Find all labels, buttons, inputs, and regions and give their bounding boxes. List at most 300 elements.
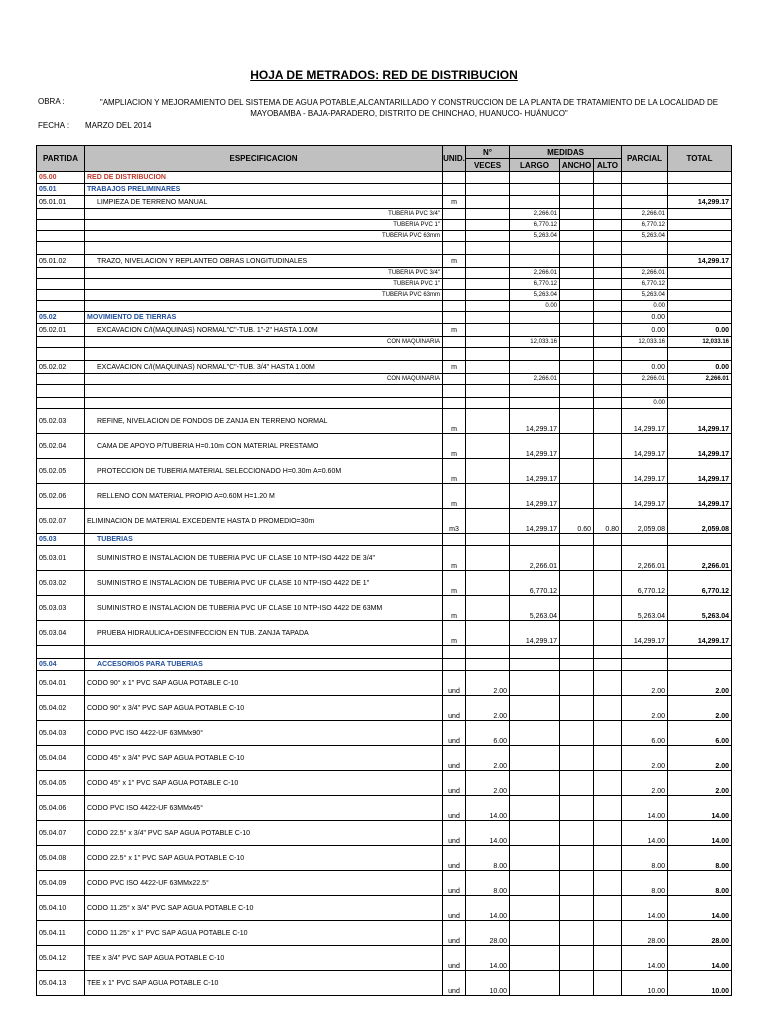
table-row xyxy=(37,946,732,971)
cell-desc: TEE x 3/4" PVC SAP AGUA POTABLE C-10 xyxy=(85,946,443,971)
cell-desc: CAMA DE APOYO P/TUBERIA H=0.10m CON MATERIAL PRESTAMO xyxy=(85,434,443,459)
cell-parcial: 2.00 xyxy=(622,696,668,721)
cell-largo: 14,299.17 xyxy=(510,621,560,646)
cell-desc: PRUEBA HIDRAULICA+DESINFECCION EN TUB. ZANJA TAPADA xyxy=(85,621,443,646)
table-row xyxy=(37,621,732,646)
table-body xyxy=(37,172,732,996)
cell-code xyxy=(37,231,85,242)
cell-code: 05.04.11 xyxy=(37,921,85,946)
header-medidas: MEDIDAS xyxy=(510,146,622,159)
cell-unid: m xyxy=(443,484,466,509)
cell-alto: 0.80 xyxy=(594,509,622,534)
cell-code: 05.04.04 xyxy=(37,746,85,771)
cell-largo: 2,266.01 xyxy=(510,209,560,220)
cell-veces xyxy=(466,534,510,546)
header-alto: ALTO xyxy=(594,159,622,172)
cell-desc xyxy=(85,348,443,361)
cell-parcial: 12,033.16 xyxy=(622,337,668,348)
cell-ancho xyxy=(560,409,594,434)
cell-total: 2.00 xyxy=(668,771,732,796)
cell-parcial: 14.00 xyxy=(622,896,668,921)
cell-unid xyxy=(443,172,466,184)
cell-code: 05.03 xyxy=(37,534,85,546)
cell-desc: TUBERIAS xyxy=(85,534,443,546)
cell-ancho xyxy=(560,324,594,337)
cell-desc: TUBERIA PVC 63mm xyxy=(85,231,443,242)
cell-total xyxy=(668,534,732,546)
cell-largo xyxy=(510,312,560,324)
cell-unid: m xyxy=(443,361,466,374)
cell-desc: CODO 11.25° x 1" PVC SAP AGUA POTABLE C-10 xyxy=(85,921,443,946)
cell-total: 28.00 xyxy=(668,921,732,946)
cell-parcial: 10.00 xyxy=(622,971,668,996)
cell-desc: CODO 90° x 1" PVC SAP AGUA POTABLE C-10 xyxy=(85,671,443,696)
table-row xyxy=(37,846,732,871)
cell-code: 05.02.02 xyxy=(37,361,85,374)
cell-unid: und xyxy=(443,921,466,946)
cell-total: 8.00 xyxy=(668,846,732,871)
cell-largo: 6,770.12 xyxy=(510,220,560,231)
cell-unid xyxy=(443,374,466,385)
cell-unid xyxy=(443,220,466,231)
header-veces: VECES xyxy=(466,159,510,172)
cell-ancho xyxy=(560,721,594,746)
cell-largo xyxy=(510,971,560,996)
cell-desc: TUBERIA PVC 63mm xyxy=(85,290,443,301)
cell-desc: CODO 45° x 3/4" PVC SAP AGUA POTABLE C-10 xyxy=(85,746,443,771)
cell-desc: SUMINISTRO E INSTALACION DE TUBERIA PVC UF CLASE 10 NTP-ISO 4422 DE 3/4" xyxy=(85,546,443,571)
cell-unid xyxy=(443,348,466,361)
cell-ancho xyxy=(560,596,594,621)
cell-largo xyxy=(510,696,560,721)
cell-unid xyxy=(443,534,466,546)
cell-veces xyxy=(466,546,510,571)
cell-unid xyxy=(443,242,466,255)
cell-alto xyxy=(594,374,622,385)
cell-veces xyxy=(466,290,510,301)
cell-largo xyxy=(510,721,560,746)
cell-total: 14.00 xyxy=(668,946,732,971)
cell-largo xyxy=(510,896,560,921)
cell-total: 14,299.17 xyxy=(668,409,732,434)
cell-unid xyxy=(443,385,466,398)
table-row xyxy=(37,196,732,209)
table-row xyxy=(37,971,732,996)
cell-unid xyxy=(443,268,466,279)
cell-unid: m xyxy=(443,324,466,337)
cell-total: 14,299.17 xyxy=(668,255,732,268)
metrados-table xyxy=(36,145,732,996)
cell-parcial: 5,263.04 xyxy=(622,231,668,242)
cell-ancho xyxy=(560,659,594,671)
table-row xyxy=(37,671,732,696)
cell-veces xyxy=(466,268,510,279)
cell-code: 05.04.03 xyxy=(37,721,85,746)
cell-desc: TUBERIA PVC 3/4" xyxy=(85,209,443,220)
cell-veces: 2.00 xyxy=(466,696,510,721)
cell-desc: CODO 45° x 1" PVC SAP AGUA POTABLE C-10 xyxy=(85,771,443,796)
cell-ancho xyxy=(560,571,594,596)
table-row xyxy=(37,546,732,571)
cell-ancho xyxy=(560,361,594,374)
cell-ancho xyxy=(560,220,594,231)
cell-largo: 14,299.17 xyxy=(510,509,560,534)
cell-ancho xyxy=(560,290,594,301)
cell-code: 05.04.07 xyxy=(37,821,85,846)
cell-alto xyxy=(594,534,622,546)
cell-unid: und xyxy=(443,946,466,971)
cell-code xyxy=(37,290,85,301)
cell-parcial: 0.00 xyxy=(622,398,668,409)
cell-desc: CODO PVC ISO 4422-UF 63MMx90° xyxy=(85,721,443,746)
cell-total xyxy=(668,231,732,242)
cell-desc: TUBERIA PVC 1" xyxy=(85,220,443,231)
cell-alto xyxy=(594,896,622,921)
cell-total xyxy=(668,172,732,184)
fecha-label: FECHA : xyxy=(38,121,70,130)
cell-largo xyxy=(510,659,560,671)
table-row xyxy=(37,659,732,671)
table-row xyxy=(37,242,732,255)
cell-unid xyxy=(443,290,466,301)
cell-parcial xyxy=(622,385,668,398)
cell-code: 05.02.04 xyxy=(37,434,85,459)
cell-unid xyxy=(443,312,466,324)
cell-code: 05.00 xyxy=(37,172,85,184)
cell-veces: 2.00 xyxy=(466,671,510,696)
table-row xyxy=(37,220,732,231)
cell-total: 14.00 xyxy=(668,796,732,821)
cell-unid: und xyxy=(443,821,466,846)
cell-desc: PROTECCION DE TUBERIA MATERIAL SELECCIONADO H=0.30m A=0.60M xyxy=(85,459,443,484)
cell-code: 05.04 xyxy=(37,659,85,671)
cell-alto xyxy=(594,646,622,659)
table-row xyxy=(37,721,732,746)
cell-parcial: 0.00 xyxy=(622,324,668,337)
cell-code xyxy=(37,268,85,279)
cell-ancho xyxy=(560,172,594,184)
cell-alto xyxy=(594,409,622,434)
cell-desc: SUMINISTRO E INSTALACION DE TUBERIA PVC UF CLASE 10 NTP-ISO 4422 DE 63MM xyxy=(85,596,443,621)
cell-alto xyxy=(594,434,622,459)
cell-alto xyxy=(594,796,622,821)
cell-largo: 5,263.04 xyxy=(510,596,560,621)
cell-veces: 8.00 xyxy=(466,846,510,871)
cell-largo xyxy=(510,846,560,871)
cell-veces xyxy=(466,409,510,434)
cell-total: 8.00 xyxy=(668,871,732,896)
cell-code xyxy=(37,398,85,409)
cell-largo xyxy=(510,242,560,255)
header-partida: PARTIDA xyxy=(37,146,85,172)
cell-code: 05.04.13 xyxy=(37,971,85,996)
cell-largo: 2,266.01 xyxy=(510,268,560,279)
cell-alto xyxy=(594,921,622,946)
cell-total xyxy=(668,279,732,290)
cell-total xyxy=(668,301,732,312)
table-row xyxy=(37,255,732,268)
cell-alto xyxy=(594,398,622,409)
cell-unid: m xyxy=(443,621,466,646)
cell-largo: 2,266.01 xyxy=(510,374,560,385)
cell-ancho xyxy=(560,312,594,324)
cell-total: 2.00 xyxy=(668,671,732,696)
cell-alto xyxy=(594,268,622,279)
cell-largo: 5,263.04 xyxy=(510,290,560,301)
cell-veces xyxy=(466,374,510,385)
cell-code: 05.04.09 xyxy=(37,871,85,896)
cell-parcial xyxy=(622,184,668,196)
cell-veces xyxy=(466,301,510,312)
cell-alto xyxy=(594,621,622,646)
cell-desc: TEE x 1" PVC SAP AGUA POTABLE C-10 xyxy=(85,971,443,996)
cell-unid: und xyxy=(443,871,466,896)
cell-largo: 14,299.17 xyxy=(510,409,560,434)
cell-parcial: 14.00 xyxy=(622,946,668,971)
cell-ancho xyxy=(560,846,594,871)
cell-veces xyxy=(466,172,510,184)
cell-parcial: 14.00 xyxy=(622,821,668,846)
cell-parcial: 2.00 xyxy=(622,771,668,796)
cell-alto xyxy=(594,459,622,484)
cell-total: 14.00 xyxy=(668,821,732,846)
cell-parcial: 2,266.01 xyxy=(622,374,668,385)
table-row xyxy=(37,484,732,509)
cell-unid: und xyxy=(443,971,466,996)
cell-parcial: 6,770.12 xyxy=(622,220,668,231)
cell-unid: m xyxy=(443,459,466,484)
cell-veces xyxy=(466,220,510,231)
cell-parcial: 14.00 xyxy=(622,796,668,821)
cell-ancho xyxy=(560,484,594,509)
cell-alto xyxy=(594,348,622,361)
cell-alto xyxy=(594,324,622,337)
cell-veces xyxy=(466,324,510,337)
cell-desc: MOVIMIENTO DE TIERRAS xyxy=(85,312,443,324)
cell-desc: CODO 90° x 3/4" PVC SAP AGUA POTABLE C-10 xyxy=(85,696,443,721)
cell-code xyxy=(37,209,85,220)
table-row xyxy=(37,324,732,337)
cell-code: 05.03.04 xyxy=(37,621,85,646)
cell-desc xyxy=(85,385,443,398)
cell-total: 0.00 xyxy=(668,324,732,337)
cell-largo xyxy=(510,385,560,398)
cell-largo xyxy=(510,796,560,821)
cell-largo xyxy=(510,196,560,209)
cell-alto xyxy=(594,696,622,721)
cell-parcial: 5,263.04 xyxy=(622,596,668,621)
cell-unid: und xyxy=(443,896,466,921)
cell-unid: und xyxy=(443,721,466,746)
cell-ancho xyxy=(560,279,594,290)
table-row xyxy=(37,434,732,459)
cell-veces xyxy=(466,398,510,409)
cell-total: 14,299.17 xyxy=(668,459,732,484)
cell-code xyxy=(37,348,85,361)
cell-code: 05.01.01 xyxy=(37,196,85,209)
cell-total: 14,299.17 xyxy=(668,434,732,459)
cell-largo xyxy=(510,534,560,546)
cell-alto xyxy=(594,596,622,621)
cell-code xyxy=(37,646,85,659)
cell-desc: TUBERIA PVC 3/4" xyxy=(85,268,443,279)
cell-unid: und xyxy=(443,771,466,796)
cell-largo xyxy=(510,324,560,337)
cell-desc: SUMINISTRO E INSTALACION DE TUBERIA PVC UF CLASE 10 NTP-ISO 4422 DE 1" xyxy=(85,571,443,596)
cell-desc: TRABAJOS PRELIMINARES xyxy=(85,184,443,196)
cell-parcial: 2,266.01 xyxy=(622,546,668,571)
cell-largo: 12,033.16 xyxy=(510,337,560,348)
cell-code: 05.04.12 xyxy=(37,946,85,971)
table-row xyxy=(37,771,732,796)
cell-parcial: 8.00 xyxy=(622,846,668,871)
header-especificacion: ESPECIFICACION xyxy=(85,146,443,172)
cell-parcial xyxy=(622,348,668,361)
cell-ancho xyxy=(560,971,594,996)
table-row xyxy=(37,509,732,534)
cell-ancho xyxy=(560,871,594,896)
cell-veces: 14.00 xyxy=(466,796,510,821)
cell-unid: m xyxy=(443,546,466,571)
obra-text xyxy=(85,97,733,119)
cell-desc xyxy=(85,398,443,409)
cell-parcial: 0.00 xyxy=(622,301,668,312)
cell-parcial: 6,770.12 xyxy=(622,571,668,596)
cell-veces: 10.00 xyxy=(466,971,510,996)
cell-ancho xyxy=(560,255,594,268)
cell-ancho: 0.60 xyxy=(560,509,594,534)
cell-veces: 8.00 xyxy=(466,871,510,896)
cell-parcial: 6,770.12 xyxy=(622,279,668,290)
cell-unid xyxy=(443,646,466,659)
cell-desc: EXCAVACION C/I(MAQUINAS) NORMAL"C"-TUB. 1"-2" HASTA 1.00M xyxy=(85,324,443,337)
table-row xyxy=(37,871,732,896)
header-largo: LARGO xyxy=(510,159,560,172)
cell-ancho xyxy=(560,348,594,361)
cell-parcial: 8.00 xyxy=(622,871,668,896)
cell-code xyxy=(37,242,85,255)
cell-parcial xyxy=(622,255,668,268)
table-row xyxy=(37,796,732,821)
cell-alto xyxy=(594,209,622,220)
cell-ancho xyxy=(560,184,594,196)
cell-total xyxy=(668,268,732,279)
table-row xyxy=(37,534,732,546)
table-row xyxy=(37,921,732,946)
header-n: N° xyxy=(466,146,510,159)
cell-unid xyxy=(443,659,466,671)
cell-ancho xyxy=(560,534,594,546)
cell-largo: 0.00 xyxy=(510,301,560,312)
cell-total xyxy=(668,385,732,398)
cell-parcial: 0.00 xyxy=(622,312,668,324)
cell-ancho xyxy=(560,242,594,255)
cell-ancho xyxy=(560,546,594,571)
cell-code xyxy=(37,279,85,290)
cell-unid: und xyxy=(443,696,466,721)
cell-desc: CODO PVC ISO 4422-UF 63MMx45° xyxy=(85,796,443,821)
cell-total xyxy=(668,290,732,301)
cell-unid: und xyxy=(443,796,466,821)
cell-alto xyxy=(594,746,622,771)
table-row xyxy=(37,821,732,846)
obra-label: OBRA : xyxy=(38,97,65,106)
table-row xyxy=(37,172,732,184)
table-row xyxy=(37,571,732,596)
cell-code: 05.02.07 xyxy=(37,509,85,534)
cell-code: 05.02.05 xyxy=(37,459,85,484)
cell-total: 2.00 xyxy=(668,746,732,771)
cell-alto xyxy=(594,312,622,324)
cell-largo xyxy=(510,746,560,771)
cell-unid xyxy=(443,301,466,312)
cell-parcial xyxy=(622,242,668,255)
cell-total: 10.00 xyxy=(668,971,732,996)
cell-largo: 2,266.01 xyxy=(510,546,560,571)
cell-unid: m xyxy=(443,409,466,434)
table-row xyxy=(37,337,732,348)
cell-veces xyxy=(466,209,510,220)
cell-total: 14.00 xyxy=(668,896,732,921)
cell-alto xyxy=(594,971,622,996)
cell-code: 05.04.08 xyxy=(37,846,85,871)
table-header xyxy=(37,146,732,172)
cell-unid: und xyxy=(443,746,466,771)
cell-code: 05.04.01 xyxy=(37,671,85,696)
cell-parcial: 14,299.17 xyxy=(622,434,668,459)
cell-ancho xyxy=(560,771,594,796)
cell-desc: CODO 22.5° x 1" PVC SAP AGUA POTABLE C-10 xyxy=(85,846,443,871)
cell-largo xyxy=(510,671,560,696)
cell-total xyxy=(668,209,732,220)
cell-unid xyxy=(443,279,466,290)
cell-ancho xyxy=(560,921,594,946)
cell-veces xyxy=(466,659,510,671)
cell-total xyxy=(668,348,732,361)
cell-desc: CODO PVC ISO 4422-UF 63MMx22.5° xyxy=(85,871,443,896)
cell-unid xyxy=(443,209,466,220)
cell-veces xyxy=(466,184,510,196)
cell-total: 2,266.01 xyxy=(668,374,732,385)
cell-largo xyxy=(510,255,560,268)
cell-total xyxy=(668,242,732,255)
cell-total: 2,059.08 xyxy=(668,509,732,534)
cell-ancho xyxy=(560,946,594,971)
cell-ancho xyxy=(560,196,594,209)
cell-code: 05.01 xyxy=(37,184,85,196)
page-title: HOJA DE METRADOS: RED DE DISTRIBUCION xyxy=(250,68,518,82)
cell-ancho xyxy=(560,646,594,659)
cell-veces xyxy=(466,571,510,596)
cell-desc: CODO 11.25° x 3/4" PVC SAP AGUA POTABLE C-10 xyxy=(85,896,443,921)
cell-veces xyxy=(466,509,510,534)
cell-alto xyxy=(594,821,622,846)
cell-code: 05.02.03 xyxy=(37,409,85,434)
cell-total: 12,033.16 xyxy=(668,337,732,348)
cell-desc: ACCESORIOS PARA TUBERIAS xyxy=(85,659,443,671)
cell-largo xyxy=(510,348,560,361)
cell-code: 05.02.06 xyxy=(37,484,85,509)
cell-alto xyxy=(594,571,622,596)
table-row xyxy=(37,409,732,434)
cell-veces: 2.00 xyxy=(466,771,510,796)
cell-desc: TUBERIA PVC 1" xyxy=(85,279,443,290)
cell-alto xyxy=(594,946,622,971)
cell-parcial xyxy=(622,534,668,546)
cell-veces: 14.00 xyxy=(466,946,510,971)
cell-code xyxy=(37,385,85,398)
cell-ancho xyxy=(560,398,594,409)
